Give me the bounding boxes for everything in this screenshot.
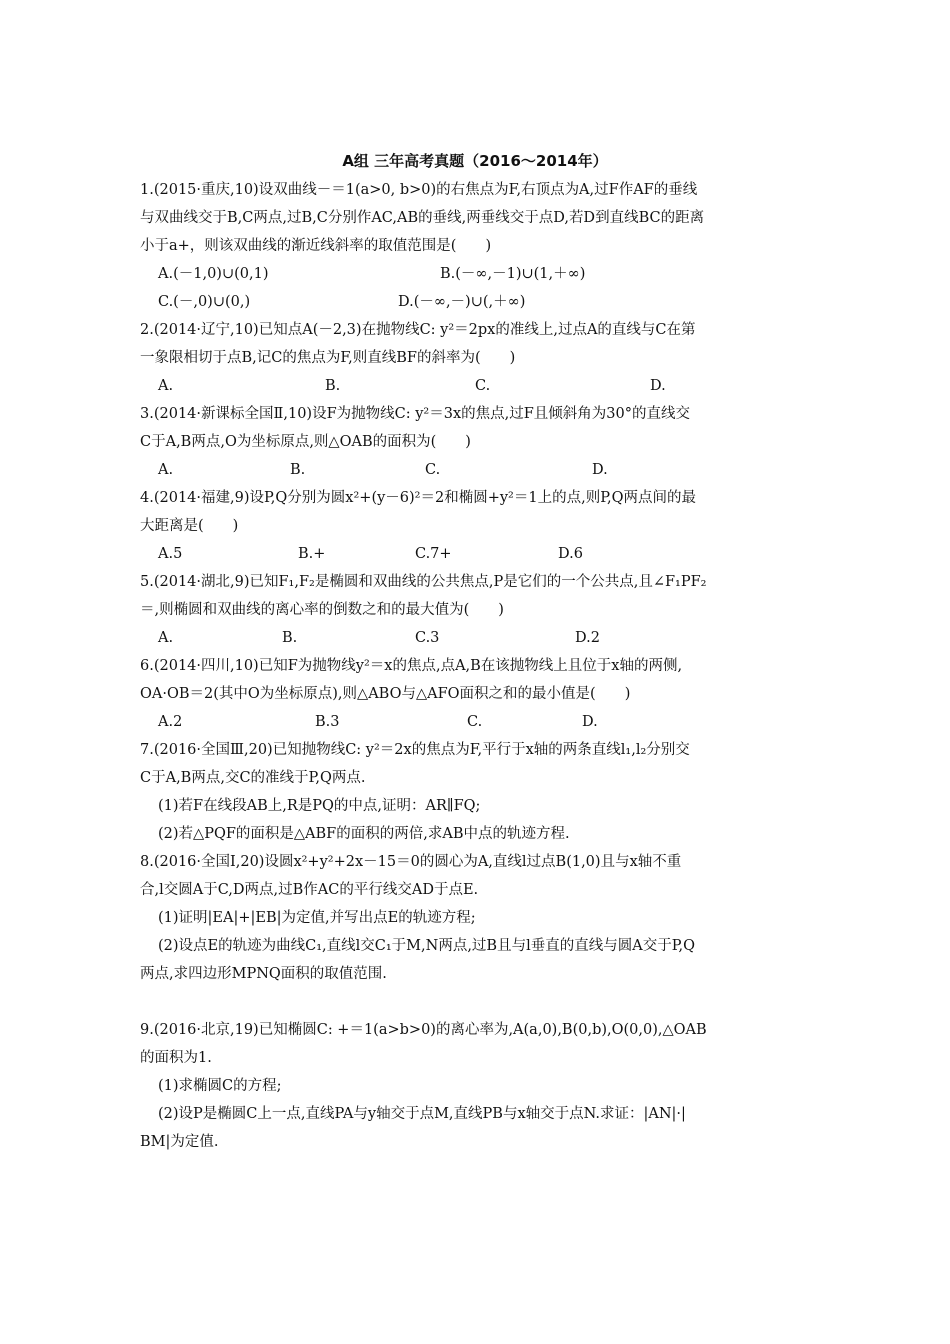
question-7-line-1: 7.(2016·全国Ⅲ,20)已知抛物线C: y²＝2x的焦点为F,平行于x轴的两条直线l₁,l₂分别交 — [140, 742, 690, 758]
question-3-option-c: C. — [425, 462, 441, 478]
question-8-line-2: 合,l交圆A于C,D两点,过B作AC的平行线交AD于点E. — [140, 882, 479, 898]
question-9-line-1: 9.(2016·北京,19)已知椭圆C: +＝1(a>b>0)的离心率为,A(a,0),B(0,b),O(0,0),△OAB — [140, 1022, 707, 1038]
question-1-option-b: B.(－∞,－1)∪(1,＋∞) — [440, 266, 586, 282]
question-9-part-1: (1)求椭圆C的方程; — [158, 1078, 282, 1094]
question-6-option-a: A.2 — [158, 714, 183, 730]
question-7-part-1: (1)若F在线段AB上,R是PQ的中点,证明：AR∥FQ; — [158, 798, 481, 814]
question-1-options-row-1 — [140, 260, 812, 288]
question-1-options-row-2 — [140, 288, 812, 316]
question-1-line-3: 小于a+，则该双曲线的渐近线斜率的取值范围是( ) — [140, 238, 492, 254]
question-2-option-d: D. — [650, 378, 666, 394]
question-3-line-1: 3.(2014·新课标全国Ⅱ,10)设F为抛物线C: y²＝3x的焦点,过F且倾斜角为30°的直线交 — [140, 406, 690, 422]
question-8-part-2: (2)设点E的轨迹为曲线C₁,直线l交C₁于M,N两点,过B且与l垂直的直线与圆A交于P,Q — [158, 938, 696, 954]
question-4-option-b: B.+ — [298, 546, 326, 562]
question-4-options — [140, 540, 812, 568]
question-5-line-1: 5.(2014·湖北,9)已知F₁,F₂是椭圆和双曲线的公共焦点,P是它们的一个公共点,且∠F₁PF₂ — [140, 574, 707, 590]
question-6-option-d: D. — [582, 714, 598, 730]
question-3-option-a: A. — [158, 462, 174, 478]
question-3-options — [140, 456, 812, 484]
question-6-line-2: OA·OB＝2(其中O为坐标原点),则△ABO与△AFO面积之和的最小值是( ) — [140, 686, 631, 702]
question-5-option-a: A. — [158, 630, 174, 646]
section-title: A组 三年高考真题（2016～2014年） — [342, 152, 608, 170]
question-5-options — [140, 624, 812, 652]
question-4-line-1: 4.(2014·福建,9)设P,Q分别为圆x²+(y－6)²＝2和椭圆+y²＝1上的点,则P,Q两点间的最 — [140, 490, 697, 506]
question-8-part-2-cont: 两点,求四边形MPNQ面积的取值范围. — [140, 966, 387, 982]
question-4-option-a: A.5 — [158, 546, 183, 562]
question-1-option-d: D.(－∞,－)∪(,＋∞) — [398, 294, 526, 310]
question-8-part-1: (1)证明|EA|+|EB|为定值,并写出点E的轨迹方程; — [158, 910, 476, 926]
question-2-line-1: 2.(2014·辽宁,10)已知点A(－2,3)在抛物线C: y²＝2px的准线上,过点A的直线与C在第 — [140, 322, 696, 338]
question-3-line-2: C于A,B两点,O为坐标原点,则△OAB的面积为( ) — [140, 434, 471, 450]
question-5-option-b: B. — [282, 630, 298, 646]
question-1-line-2: 与双曲线交于B,C两点,过B,C分别作AC,AB的垂线,两垂线交于点D,若D到直线BC的距离 — [140, 210, 705, 226]
question-1-option-c: C.(－,0)∪(0,) — [158, 294, 251, 310]
question-5-line-2: ＝,则椭圆和双曲线的离心率的倒数之和的最大值为( ) — [140, 602, 504, 618]
question-2-options — [140, 372, 812, 400]
question-9-part-2-cont: BM|为定值. — [140, 1134, 219, 1150]
question-list — [140, 176, 812, 1156]
question-7-line-2: C于A,B两点,交C的准线于P,Q两点. — [140, 770, 366, 786]
question-8-line-1: 8.(2016·全国Ⅰ,20)设圆x²+y²+2x－15＝0的圆心为A,直线l过点B(1,0)且与x轴不重 — [140, 854, 682, 870]
question-9-line-2: 的面积为1. — [140, 1050, 212, 1066]
question-2-option-a: A. — [158, 378, 174, 394]
question-6-option-c: C. — [467, 714, 483, 730]
question-4-option-d: D.6 — [558, 546, 583, 562]
question-6-option-b: B.3 — [315, 714, 340, 730]
spacer — [140, 988, 812, 1016]
question-3-option-d: D. — [592, 462, 608, 478]
question-7-part-2: (2)若△PQF的面积是△ABF的面积的两倍,求AB中点的轨迹方程. — [158, 826, 570, 842]
question-1-line-1: 1.(2015·重庆,10)设双曲线－＝1(a>0, b>0)的右焦点为F,右顶点为A,过F作AF的垂线 — [140, 182, 698, 198]
question-3-option-b: B. — [290, 462, 306, 478]
question-5-option-d: D.2 — [575, 630, 600, 646]
question-6-options — [140, 708, 812, 736]
question-5-option-c: C.3 — [415, 630, 440, 646]
question-2-option-b: B. — [325, 378, 341, 394]
question-2-line-2: 一象限相切于点B,记C的焦点为F,则直线BF的斜率为( ) — [140, 350, 516, 366]
question-6-line-1: 6.(2014·四川,10)已知F为抛物线y²＝x的焦点,点A,B在该抛物线上且位于x轴的两侧, — [140, 658, 683, 674]
question-9-part-2: (2)设P是椭圆C上一点,直线PA与y轴交于点M,直线PB与x轴交于点N.求证：|AN|·| — [158, 1106, 686, 1122]
question-2-option-c: C. — [475, 378, 491, 394]
question-4-option-c: C.7+ — [415, 546, 452, 562]
question-4-line-2: 大距离是( ) — [140, 518, 239, 534]
question-1-option-a: A.(－1,0)∪(0,1) — [158, 266, 269, 282]
